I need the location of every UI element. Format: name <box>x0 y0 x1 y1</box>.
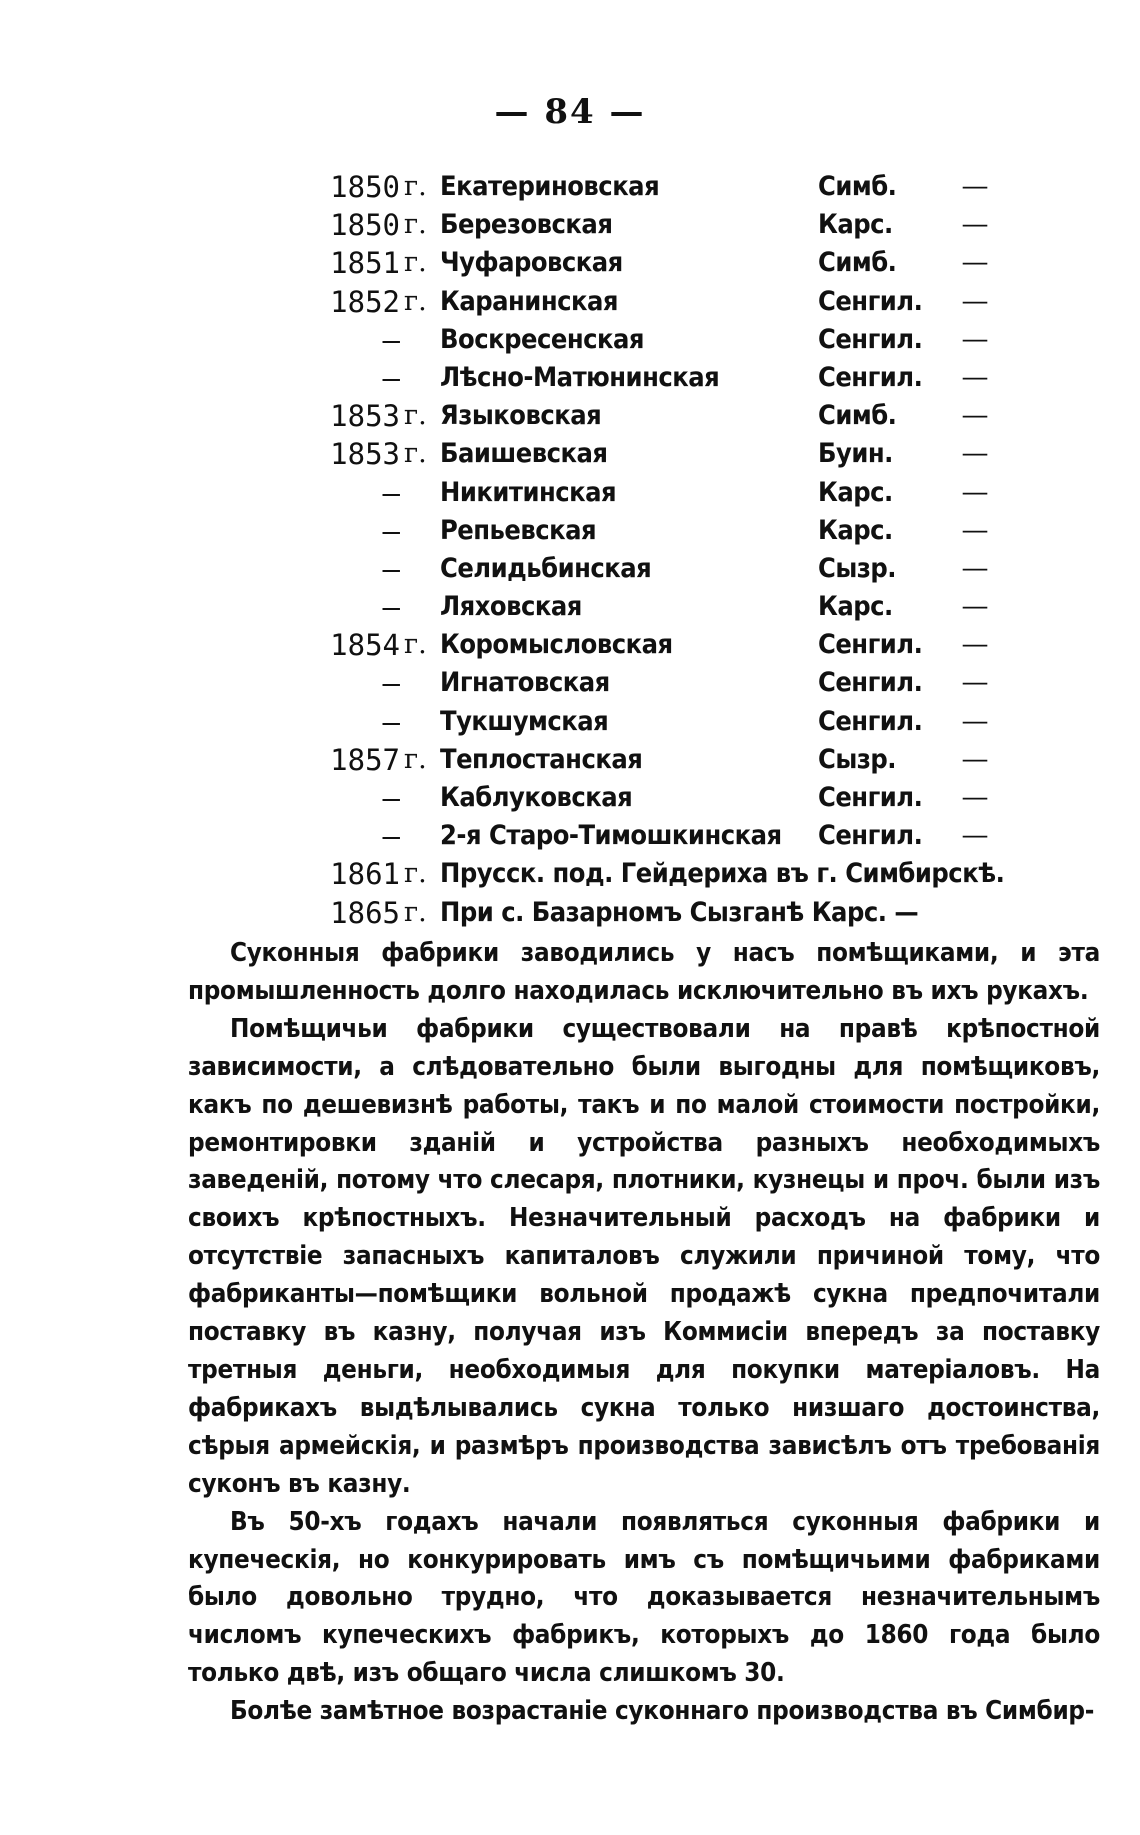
factory-year: — <box>382 590 400 625</box>
factory-dash: — <box>961 705 989 737</box>
factory-row <box>0 779 1140 817</box>
factory-dash: — <box>961 285 989 317</box>
factory-uezd: Сенгил. <box>818 323 923 355</box>
factory-list <box>0 168 1140 932</box>
factory-name: Селидьбинская <box>440 552 652 584</box>
paragraph: Болѣе замѣтное возрастаніе суконнаго производства въ Симбир- <box>230 1696 1095 1727</box>
year-abbrev: г. <box>404 896 427 928</box>
factory-name: Ляховская <box>440 591 582 623</box>
factory-dash: — <box>961 667 989 699</box>
factory-dash: — <box>961 400 989 432</box>
factory-name: Баишевская <box>440 438 608 470</box>
factory-dash: — <box>961 476 989 508</box>
factory-dash: — <box>961 514 989 546</box>
factory-year: — <box>382 704 400 739</box>
year-abbrev: г. <box>404 743 427 775</box>
factory-name: Коромысловская <box>440 629 673 661</box>
factory-description: При с. Базарномъ Сызганѣ Карс. — <box>440 896 919 928</box>
factory-name: Березовская <box>440 209 613 241</box>
factory-uezd: Сенгил. <box>818 782 923 813</box>
paragraph: Въ 50-хъ годахъ начали появляться суконныя фабрики и купеческія, но конкурировать имъ съ помѣщичьими фабриками было довольно трудно, что доказывается незначительнымъ числомъ купеческихъ фабрикъ, которыхъ до 1860 года было только двѣ, изъ общаго числа слишкомъ 30. <box>188 1506 1100 1689</box>
factory-name: Языковская <box>440 400 602 432</box>
factory-name: Чуфаровская <box>440 247 623 279</box>
factory-uezd: Сенгил. <box>818 629 923 661</box>
factory-uezd: Карс. <box>818 476 893 508</box>
factory-uezd: Сенгил. <box>818 285 923 317</box>
factory-dash: — <box>961 782 989 813</box>
factory-uezd: Буин. <box>818 438 893 470</box>
factory-dash: — <box>961 629 989 661</box>
factory-name: 2-я Старо-Тимошкинская <box>440 820 782 852</box>
factory-uezd: Сызр. <box>818 743 897 775</box>
factory-year: — <box>382 513 400 548</box>
factory-row <box>0 741 1140 779</box>
factory-name: Каблуковская <box>440 782 633 813</box>
factory-uezd: Сенгил. <box>818 667 923 699</box>
factory-name: Екатериновская <box>440 171 660 202</box>
factory-dash: — <box>961 247 989 279</box>
factory-year: 1853 <box>330 437 400 472</box>
page-number: — 84 — <box>494 92 646 132</box>
factory-row <box>0 664 1140 702</box>
factory-row <box>0 168 1140 206</box>
factory-uezd: Симб. <box>818 400 897 432</box>
factory-year: 1861 <box>330 857 400 892</box>
year-abbrev: г. <box>404 285 427 317</box>
factory-row <box>0 283 1140 321</box>
factory-row <box>0 244 1140 282</box>
factory-row <box>0 321 1140 359</box>
factory-name: Каранинская <box>440 285 618 317</box>
year-abbrev: г. <box>404 629 427 661</box>
factory-row <box>0 817 1140 855</box>
year-abbrev: г. <box>404 209 427 241</box>
factory-year: 1851 <box>330 246 400 281</box>
factory-row <box>0 512 1140 550</box>
factory-uezd: Симб. <box>818 171 897 202</box>
factory-year: — <box>382 666 400 701</box>
factory-year: 1850 <box>330 208 400 243</box>
factory-uezd: Симб. <box>818 247 897 279</box>
factory-uezd: Сенгил. <box>818 820 923 852</box>
factory-year: — <box>382 819 400 854</box>
factory-name: Тукшумская <box>440 705 609 737</box>
factory-year: 1857 <box>330 742 400 777</box>
paragraph: Помѣщичьи фабрики существовали на правѣ крѣпостной зависимости, а слѣдовательно были выгодны для помѣщиковъ, какъ по дешевизнѣ работы, такъ и по малой стоимости постройки, ремонтировки зданій и устройства разныхъ необходимыхъ заведеній, потому что слесаря, плотники, кузнецы и проч. были изъ своихъ крѣпостныхъ. Незначительный расходъ на фабрики и отсутствіе запасныхъ капиталовъ служили причиной тому, что фабриканты—помѣщики вольной продажѣ сукна предпочитали поставку въ казну, получая изъ Коммисіи впередъ за поставку третныя деньги, необходимыя для покупки матеріаловъ. На фабрикахъ выдѣлывались сукна только низшаго достоинства, сѣрыя армейскія, и размѣръ производства зависѣлъ отъ требованія суконъ въ казну. <box>188 1013 1100 1499</box>
factory-uezd: Карс. <box>818 591 893 623</box>
factory-row <box>0 397 1140 435</box>
factory-dash: — <box>961 591 989 623</box>
year-abbrev: г. <box>404 438 427 470</box>
body-text <box>188 935 1100 1731</box>
factory-row <box>0 588 1140 626</box>
factory-row <box>0 550 1140 588</box>
factory-row-wide <box>0 894 1140 932</box>
factory-uezd: Карс. <box>818 209 893 241</box>
factory-row <box>0 703 1140 741</box>
factory-uezd: Сызр. <box>818 552 897 584</box>
factory-dash: — <box>961 171 989 202</box>
factory-dash: — <box>961 743 989 775</box>
factory-name: Теплостанская <box>440 743 643 775</box>
factory-row-wide <box>0 855 1140 893</box>
factory-name: Игнатовская <box>440 667 610 699</box>
factory-name: Воскресенская <box>440 323 644 355</box>
factory-year: — <box>382 360 400 395</box>
factory-uezd: Карс. <box>818 514 893 546</box>
factory-row <box>0 626 1140 664</box>
factory-description: Прусск. под. Гейдериха въ г. Симбирскѣ. <box>440 858 1005 890</box>
factory-year: 1853 <box>330 399 400 434</box>
factory-year: — <box>382 551 400 586</box>
factory-year: 1865 <box>330 895 400 930</box>
factory-year: — <box>382 475 400 510</box>
factory-dash: — <box>961 209 989 241</box>
year-abbrev: г. <box>404 400 427 432</box>
factory-name: Лѣсно-Матюнинская <box>440 361 720 393</box>
factory-uezd: Сенгил. <box>818 705 923 737</box>
factory-name: Репьевская <box>440 514 597 546</box>
factory-dash: — <box>961 820 989 852</box>
year-abbrev: г. <box>404 247 427 279</box>
factory-year: 1852 <box>330 284 400 319</box>
factory-row <box>0 359 1140 397</box>
factory-row <box>0 435 1140 473</box>
factory-name: Никитинская <box>440 476 617 508</box>
factory-dash: — <box>961 361 989 393</box>
factory-year: — <box>382 781 400 815</box>
factory-uezd: Сенгил. <box>818 361 923 393</box>
year-abbrev: г. <box>404 171 427 202</box>
factory-year: 1854 <box>330 628 400 663</box>
paragraph: Суконныя фабрики заводились у насъ помѣщиками, и эта промышленность долго находилась исключительно въ ихъ рукахъ. <box>188 938 1100 1006</box>
factory-row <box>0 206 1140 244</box>
factory-dash: — <box>961 552 989 584</box>
factory-year: — <box>382 322 400 357</box>
factory-dash: — <box>961 438 989 470</box>
year-abbrev: г. <box>404 858 427 890</box>
factory-row <box>0 474 1140 512</box>
factory-year: 1850 <box>330 170 400 204</box>
factory-dash: — <box>961 323 989 355</box>
